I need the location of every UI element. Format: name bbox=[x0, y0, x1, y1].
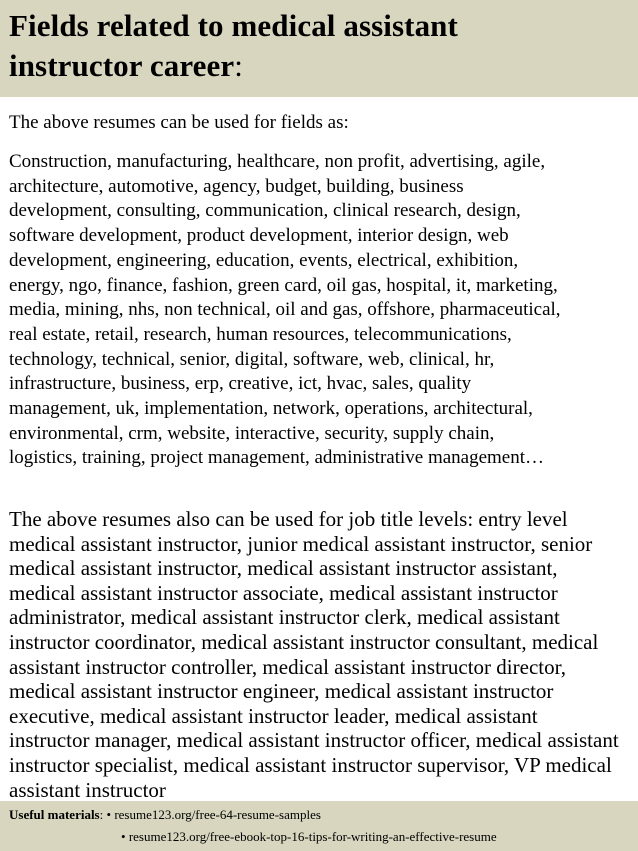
job-title-line: medical assistant instructor associate, medical assistant instructor bbox=[9, 580, 558, 605]
fields-intro: The above resumes can be used for fields as: bbox=[9, 112, 349, 133]
bullet-icon: • bbox=[106, 807, 112, 822]
useful-materials-row-1 bbox=[9, 806, 321, 823]
fields-line: architecture, automotive, agency, budget, building, business bbox=[9, 175, 464, 197]
fields-line: real estate, retail, research, human resources, telecommunications, bbox=[9, 323, 512, 345]
job-title-line: administrator, medical assistant instructor clerk, medical assistant bbox=[9, 605, 560, 630]
fields-line: infrastructure, business, erp, creative, ict, hvac, sales, quality bbox=[9, 373, 472, 395]
page-title-line-1: Fields related to medical assistant bbox=[9, 8, 458, 43]
useful-materials-colon: : bbox=[99, 807, 104, 822]
fields-line: environmental, crm, website, interactive, security, supply chain, bbox=[9, 422, 495, 444]
fields-line: logistics, training, project management, administrative management… bbox=[9, 447, 545, 469]
job-title-line: instructor coordinator, medical assistant instructor consultant, medical bbox=[9, 629, 599, 654]
fields-line: development, engineering, education, events, electrical, exhibition, bbox=[9, 249, 519, 271]
title-banner bbox=[0, 0, 638, 97]
job-title-line: medical assistant instructor engineer, medical assistant instructor bbox=[9, 679, 554, 704]
job-title-line: medical assistant instructor, junior medical assistant instructor, senior bbox=[9, 531, 593, 556]
job-title-line: instructor specialist, medical assistant instructor supervisor, VP medical bbox=[9, 752, 612, 777]
job-title-line: The above resumes also can be used for job title levels: entry level bbox=[9, 507, 568, 531]
resume-samples-link[interactable]: resume123.org/free-64-resume-samples bbox=[114, 807, 321, 822]
job-title-line: assistant instructor controller, medical assistant instructor director, bbox=[9, 654, 567, 679]
fields-line: software development, product development, interior design, web bbox=[9, 225, 509, 247]
job-title-line: executive, medical assistant instructor leader, medical assistant bbox=[9, 703, 538, 728]
page-title-colon: : bbox=[234, 48, 243, 83]
bullet-icon: • bbox=[121, 829, 126, 844]
fields-line: technology, technical, senior, digital, software, web, clinical, hr, bbox=[9, 348, 495, 370]
job-title-line: assistant instructor bbox=[9, 777, 166, 801]
fields-list bbox=[9, 150, 631, 471]
job-title-line: medical assistant instructor, medical assistant instructor assistant, bbox=[9, 556, 558, 581]
useful-materials-label: Useful materials bbox=[9, 807, 100, 822]
fields-line: management, uk, implementation, network, operations, architectural, bbox=[9, 398, 533, 420]
job-title-levels bbox=[9, 507, 631, 801]
useful-materials-row-2 bbox=[121, 828, 497, 845]
job-title-line: instructor manager, medical assistant instructor officer, medical assistant bbox=[9, 728, 619, 753]
page-title-line-2: instructor career bbox=[9, 48, 235, 83]
ebook-tips-link[interactable]: resume123.org/free-ebook-top-16-tips-for-writing-an-effective-resume bbox=[128, 829, 497, 844]
fields-line: Construction, manufacturing, healthcare, non profit, advertising, agile, bbox=[9, 151, 546, 172]
fields-line: media, mining, nhs, non technical, oil and gas, offshore, pharmaceutical, bbox=[9, 299, 561, 321]
fields-line: energy, ngo, finance, fashion, green card, oil gas, hospital, it, marketing, bbox=[9, 274, 558, 296]
page-title bbox=[9, 6, 629, 86]
fields-line: development, consulting, communication, clinical research, design, bbox=[9, 200, 521, 222]
useful-materials-footer bbox=[0, 801, 638, 851]
